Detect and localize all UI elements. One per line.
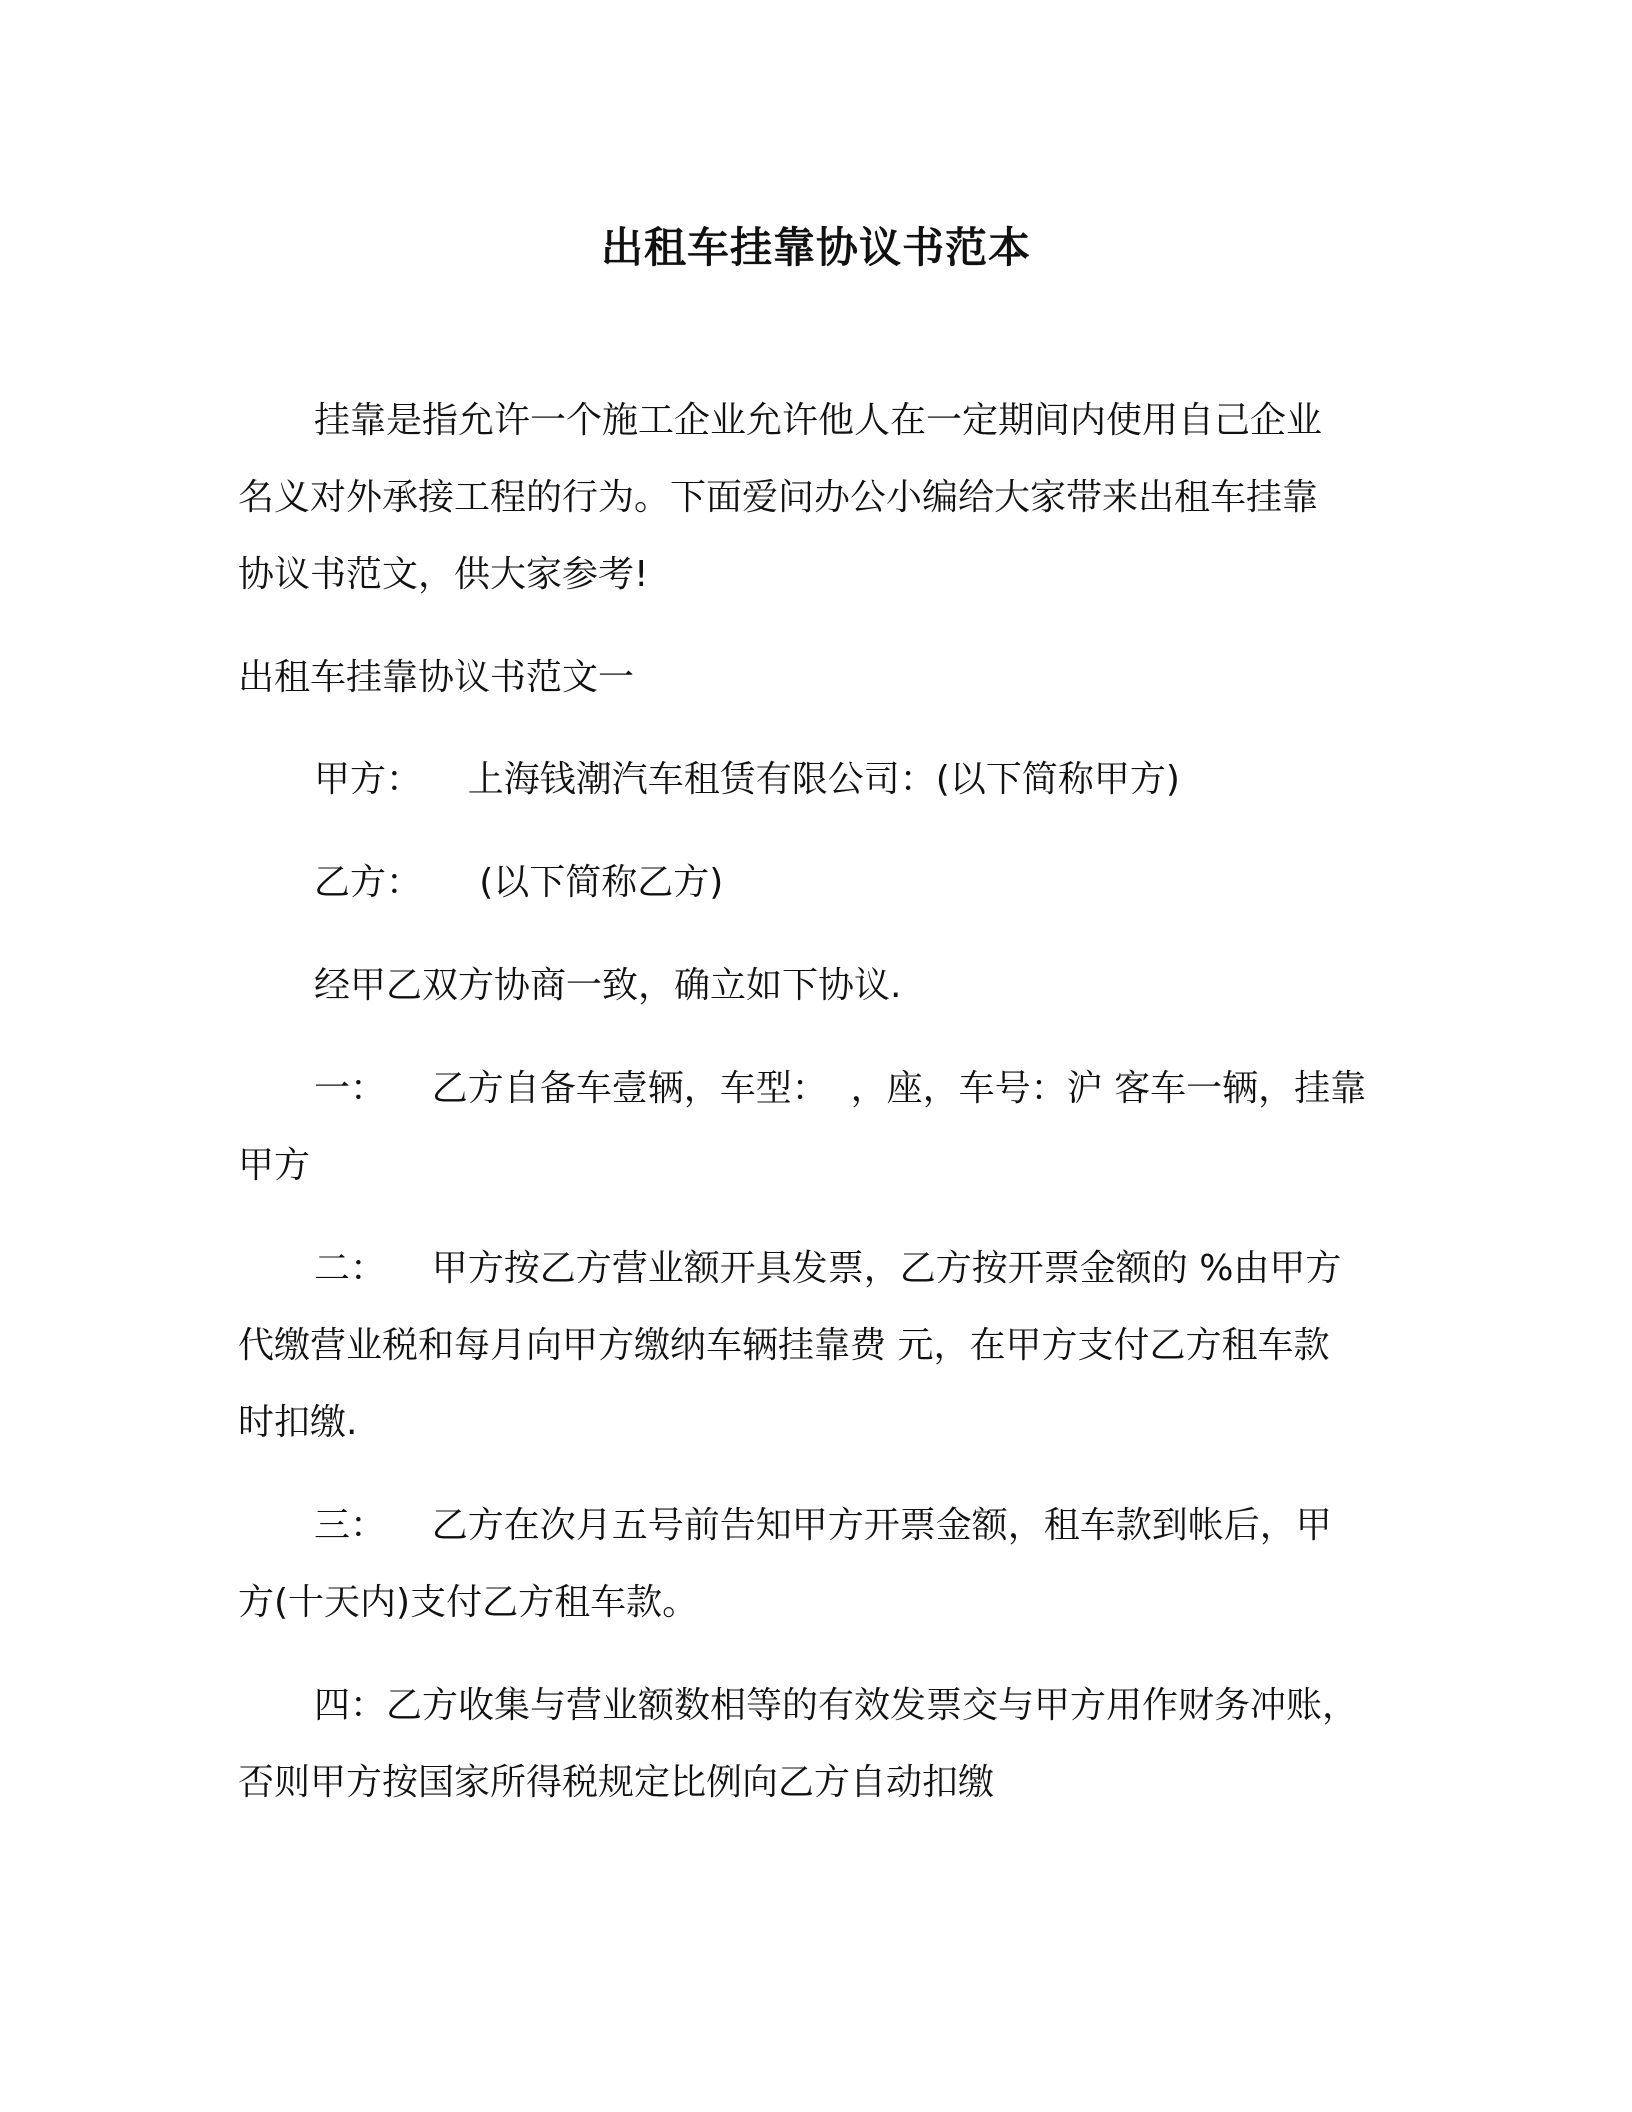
intro-line-3: 协议书范文，供大家参考! [238,554,649,595]
document-title: 出租车挂靠协议书范本 [600,223,1031,272]
agreement-intro: 经甲乙双方协商一致，确立如下协议. [314,965,902,1006]
party-a: 甲方： 上海钱潮汽车租赁有限公司：(以下简称甲方) [314,759,1180,800]
clause-1-line-1: 一： 乙方自备车壹辆，车型： ，座，车号：沪 客车一辆，挂靠 [314,1068,1367,1109]
clause-2-line-3: 时扣缴. [238,1402,358,1443]
intro-line-1: 挂靠是指允许一个施工企业允许他人在一定期间内使用自己企业 [314,400,1323,441]
clause-3-line-1: 三： 乙方在次月五号前告知甲方开票金额，租车款到帐后，甲 [314,1505,1332,1546]
clause-4-line-1: 四：乙方收集与营业额数相等的有效发票交与甲方用作财务冲账， [314,1685,1359,1726]
section-heading: 出租车挂靠协议书范文一 [238,657,635,698]
clause-2-line-2: 代缴营业税和每月向甲方缴纳车辆挂靠费 元，在甲方支付乙方租车款 [238,1325,1330,1366]
clause-1-line-2: 甲方 [238,1145,311,1186]
clause-3-line-2: 方(十天内)支付乙方租车款。 [238,1582,699,1623]
clause-2-line-1: 二： 甲方按乙方营业额开具发票，乙方按开票金额的 %由甲方 [314,1248,1342,1289]
clause-4-line-2: 否则甲方按国家所得税规定比例向乙方自动扣缴 [238,1762,995,1803]
party-b: 乙方： (以下简称乙方) [314,862,724,903]
intro-line-2: 名义对外承接工程的行为。下面爱问办公小编给大家带来出租车挂靠 [238,477,1319,518]
